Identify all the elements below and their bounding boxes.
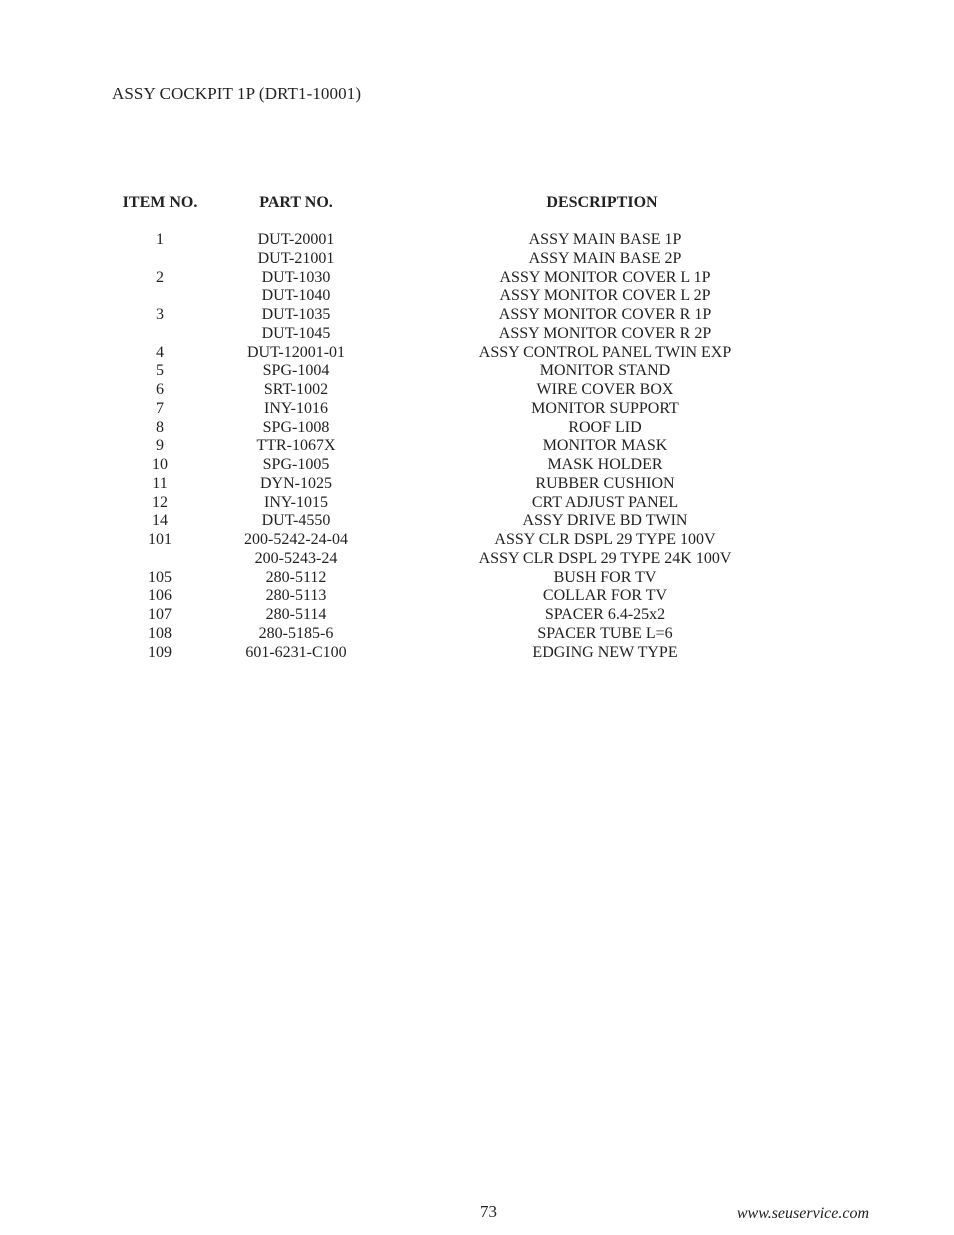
row-description: ASSY DRIVE BD TWIN <box>522 512 688 530</box>
row-item-no: 11 <box>152 474 168 492</box>
row-description: ASSY MONITOR COVER L 2P <box>499 287 711 305</box>
row-part-no: DUT-1030 <box>261 268 331 286</box>
row-part-no: 601-6231-C100 <box>245 643 347 661</box>
row-description: ROOF LID <box>568 418 642 436</box>
row-part-no: 280-5112 <box>265 568 327 586</box>
row-description: MONITOR SUPPORT <box>531 399 679 417</box>
row-item-no: 105 <box>148 568 172 586</box>
row-item-no: 7 <box>156 399 164 417</box>
row-description: BUSH FOR TV <box>553 568 657 586</box>
row-item-no: 101 <box>148 531 172 548</box>
table-row <box>0 250 954 269</box>
table-row <box>0 437 954 456</box>
parts-table <box>0 194 954 661</box>
row-item-no: 4 <box>156 343 164 361</box>
website-url: www.seuservice.com <box>736 1205 869 1222</box>
header-item-no: ITEM NO. <box>122 194 198 211</box>
row-description: ASSY MAIN BASE 1P <box>528 231 682 248</box>
table-row <box>0 494 954 513</box>
row-part-no: SPG-1004 <box>262 362 330 380</box>
header-part-no: PART NO. <box>259 194 333 211</box>
header-description: DESCRIPTION <box>546 194 658 211</box>
table-row <box>0 231 954 250</box>
table-header-row <box>0 194 954 216</box>
table-row <box>0 381 954 400</box>
row-part-no: DUT-4550 <box>261 512 331 530</box>
row-item-no: 1 <box>156 231 164 248</box>
row-description: SPACER 6.4-25x2 <box>544 606 666 623</box>
row-item-no: 109 <box>148 643 172 661</box>
row-part-no: SRT-1002 <box>263 381 329 398</box>
row-item-no: 5 <box>156 362 164 380</box>
row-part-no: 200-5242-24-04 <box>244 531 348 548</box>
row-item-no: 12 <box>152 493 168 511</box>
row-item-no: 9 <box>156 437 164 455</box>
table-row <box>0 587 954 606</box>
row-item-no: 2 <box>156 268 164 286</box>
row-item-no: 107 <box>148 606 172 623</box>
table-row <box>0 456 954 475</box>
row-description: RUBBER CUSHION <box>535 474 675 492</box>
row-part-no: TTR-1067X <box>256 437 336 455</box>
row-item-no: 10 <box>152 456 168 473</box>
table-row <box>0 419 954 438</box>
row-description: WIRE COVER BOX <box>536 381 674 398</box>
row-description: COLLAR FOR TV <box>542 587 668 605</box>
table-row <box>0 400 954 419</box>
row-description: ASSY MONITOR COVER R 1P <box>498 306 712 323</box>
row-part-no: INY-1016 <box>264 399 328 417</box>
table-row <box>0 531 954 550</box>
row-description: ASSY CLR DSPL 29 TYPE 24K 100V <box>478 549 732 567</box>
row-part-no: DUT-1035 <box>261 306 331 323</box>
row-description: EDGING NEW TYPE <box>532 643 678 661</box>
table-row <box>0 287 954 306</box>
row-part-no: DUT-1040 <box>261 287 331 305</box>
row-part-no: DUT-20001 <box>257 231 335 248</box>
row-description: ASSY MONITOR COVER L 1P <box>499 268 711 286</box>
row-description: MONITOR STAND <box>539 362 671 380</box>
row-description: CRT ADJUST PANEL <box>531 493 679 511</box>
row-part-no: 280-5114 <box>265 606 327 623</box>
table-row <box>0 344 954 363</box>
table-row <box>0 475 954 494</box>
table-body <box>0 231 954 662</box>
table-row <box>0 306 954 325</box>
row-description: SPACER TUBE L=6 <box>537 624 673 642</box>
table-row <box>0 512 954 531</box>
row-part-no: 200-5243-24 <box>254 549 338 567</box>
row-item-no: 8 <box>156 418 164 436</box>
table-row <box>0 644 954 663</box>
page-title: ASSY COCKPIT 1P (DRT1-10001) <box>112 84 362 103</box>
row-description: ASSY CLR DSPL 29 TYPE 100V <box>494 531 716 548</box>
table-row <box>0 625 954 644</box>
row-description: MONITOR MASK <box>542 437 668 455</box>
table-row <box>0 269 954 288</box>
row-part-no: SPG-1008 <box>262 418 330 436</box>
row-part-no: DUT-1045 <box>261 324 331 342</box>
row-description: MASK HOLDER <box>547 456 663 473</box>
table-row <box>0 550 954 569</box>
row-part-no: DUT-21001 <box>257 249 335 267</box>
row-description: ASSY CONTROL PANEL TWIN EXP <box>478 343 732 361</box>
table-row <box>0 606 954 625</box>
row-part-no: 280-5185-6 <box>258 624 334 642</box>
table-row <box>0 362 954 381</box>
row-item-no: 14 <box>152 512 168 530</box>
row-part-no: 280-5113 <box>265 587 327 605</box>
table-row <box>0 569 954 588</box>
row-item-no: 6 <box>156 381 164 398</box>
row-description: ASSY MONITOR COVER R 2P <box>498 324 712 342</box>
row-item-no: 106 <box>148 587 172 605</box>
row-description: ASSY MAIN BASE 2P <box>528 249 682 267</box>
row-part-no: DUT-12001-01 <box>246 343 346 361</box>
row-item-no: 3 <box>156 306 164 323</box>
row-part-no: INY-1015 <box>264 493 328 511</box>
row-part-no: DYN-1025 <box>260 474 332 492</box>
page-number: 73 <box>480 1202 497 1221</box>
row-item-no: 108 <box>148 624 172 642</box>
row-part-no: SPG-1005 <box>262 456 330 473</box>
table-row <box>0 325 954 344</box>
